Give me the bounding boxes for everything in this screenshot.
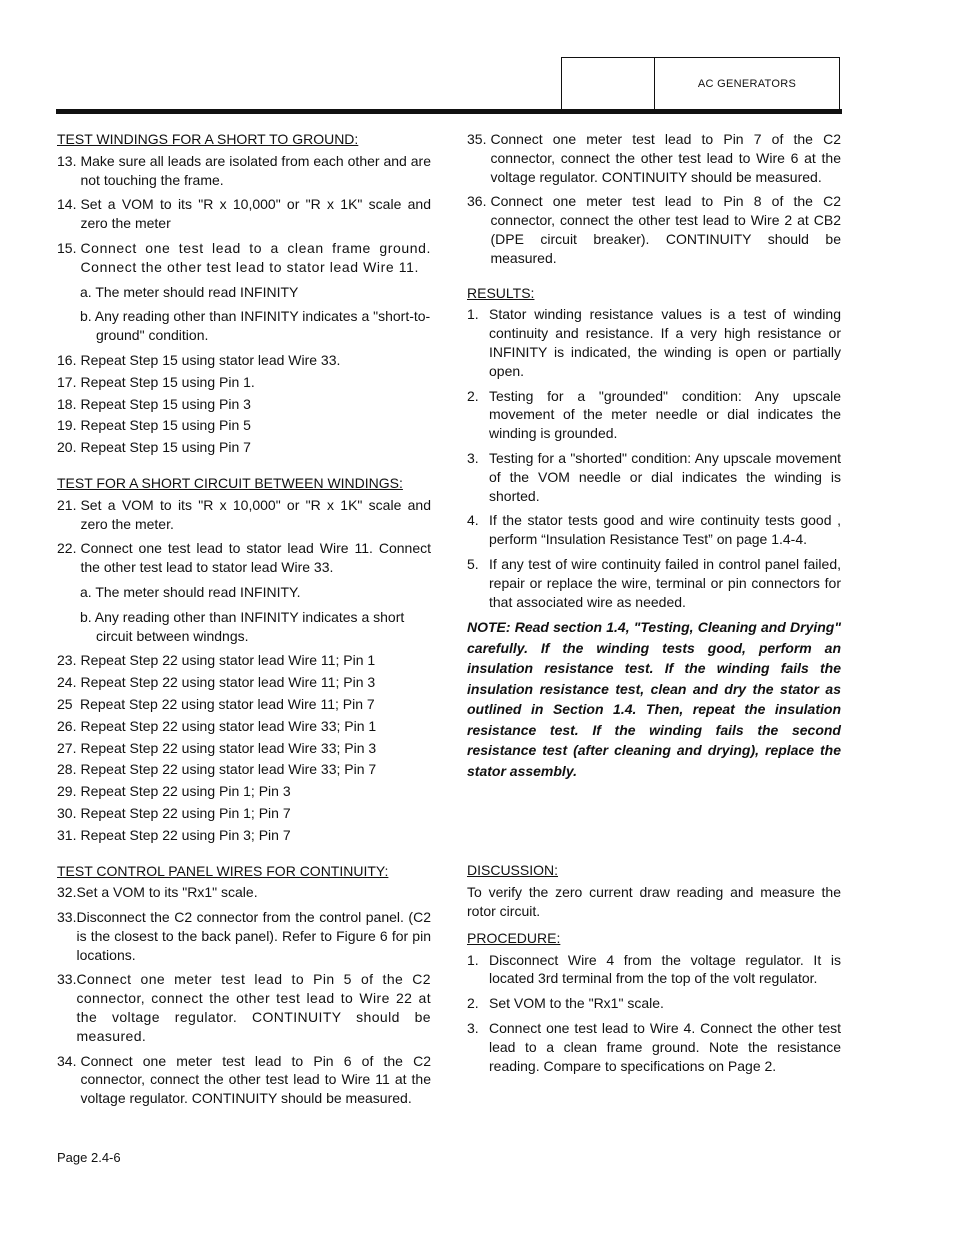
list-item xyxy=(57,395,431,414)
list-item xyxy=(467,192,841,267)
item-text: Repeat Step 15 using Pin 7 xyxy=(80,439,251,456)
item-text: Repeat Step 22 using Pin 1; Pin 3 xyxy=(80,783,291,800)
list-item xyxy=(57,970,431,1045)
item-text: Connect one meter test lead to Pin 6 of the C2 connector, connect the other test lead to Wire 11 at the voltage regulator. CONTINUITY should be measured. xyxy=(80,1052,431,1107)
list-item xyxy=(57,782,431,801)
list-item xyxy=(57,673,431,692)
list-item xyxy=(57,539,431,577)
item-number: 3. xyxy=(467,449,479,466)
item-number: 36. xyxy=(467,193,487,210)
item-text: Connect one test lead to a clean frame ground. Connect the other test lead to stator lead Wire 11. xyxy=(80,239,431,275)
page-number: Page 2.4-6 xyxy=(57,1150,121,1165)
list-item xyxy=(467,305,841,380)
list-item xyxy=(467,449,841,505)
item-text: Connect one meter test lead to Pin 8 of the C2 connector, connect the other test lead to Wire 2 at CB2 (DPE circuit breaker). CONTINUITY should be measured. xyxy=(490,193,841,266)
list-item xyxy=(57,695,431,714)
item-number: 22. xyxy=(57,540,77,557)
item-number: 35. xyxy=(467,131,487,147)
sub-item-a: a. The meter should read INFINITY xyxy=(80,283,299,300)
item-text: Repeat Step 22 using Pin 1; Pin 7 xyxy=(80,804,291,821)
list-item xyxy=(57,826,431,845)
item-text: Repeat Step 22 using stator lead Wire 33; Pin 7 xyxy=(80,761,377,778)
list-item xyxy=(57,804,431,823)
heading-control-panel-continuity: TEST CONTROL PANEL WIRES FOR CONTINUITY: xyxy=(57,862,389,879)
list-item xyxy=(57,883,431,902)
item-number: 24. xyxy=(57,674,77,691)
item-number: 34. xyxy=(57,1052,77,1069)
right-column xyxy=(467,130,841,1081)
sub-item-b xyxy=(57,608,431,646)
item-text: Connect one meter test lead to Pin 5 of the C2 connector, connect the other test lead to Wire 22 at the voltage regulator. CONTINUITY should be measured. xyxy=(76,971,431,1044)
item-text: Disconnect the C2 connector from the control panel. (C2 is the closest to the back panel). Refer to Figure 6 for pin locations. xyxy=(76,909,431,963)
heading-procedure: PROCEDURE: xyxy=(467,929,561,946)
item-number: 2. xyxy=(467,387,479,404)
item-text: Repeat Step 22 using stator lead Wire 11; Pin 3 xyxy=(80,674,376,691)
sub-item-b-text: b. Any reading other than INFINITY indicates a short circuit between windngs. xyxy=(80,608,405,644)
item-number: 21. xyxy=(57,496,77,513)
item-number: 23. xyxy=(57,652,77,669)
item-number: 5. xyxy=(467,555,479,572)
item-text: Repeat Step 22 using Pin 3; Pin 7 xyxy=(80,826,291,843)
list-item xyxy=(467,1019,841,1075)
item-number: 29. xyxy=(57,783,77,800)
item-number: 19. xyxy=(57,417,77,434)
item-number: 3. xyxy=(467,1019,479,1036)
item-text: Set a VOM to its "R x 10,000" or "R x 1K" scale and zero the meter xyxy=(80,196,431,232)
item-text: Make sure all leads are isolated from each other and are not touching the frame. xyxy=(80,152,431,188)
list-item xyxy=(57,195,431,233)
item-number: 14. xyxy=(57,196,77,213)
item-text: Set a VOM to its "Rx1" scale. xyxy=(76,884,258,901)
item-text: If the stator tests good and wire continuity tests good , perform “Insulation Resistance Test” on page 1.4-4. xyxy=(489,512,841,548)
list-item xyxy=(467,387,841,443)
item-text: Repeat Step 22 using stator lead Wire 33; Pin 3 xyxy=(80,739,377,756)
section-label: AC GENERATORS xyxy=(697,78,797,90)
item-number: 20. xyxy=(57,439,77,456)
item-text: Repeat Step 15 using stator lead Wire 33. xyxy=(80,351,341,368)
sub-item-b-text: b. Any reading other than INFINITY indicates a "short-to-ground" condition. xyxy=(80,308,431,344)
item-text: Repeat Step 15 using Pin 5 xyxy=(80,417,251,434)
item-number: 25 xyxy=(57,695,73,712)
sub-item-b xyxy=(57,307,431,345)
item-text: Set VOM to the "Rx1" scale. xyxy=(489,995,664,1012)
item-number: 15. xyxy=(57,239,77,256)
list-item xyxy=(57,496,431,534)
item-text: Connect one meter test lead to Pin 7 of the C2 connector, connect the other test lead to Wire 6 at the voltage regulator. CONTINUITY should be measured. xyxy=(490,131,841,185)
list-item xyxy=(57,651,431,670)
header-rule xyxy=(56,109,842,114)
list-item xyxy=(57,739,431,758)
heading-discussion: DISCUSSION: xyxy=(467,862,559,879)
heading-short-to-ground: TEST WINDINGS FOR A SHORT TO GROUND: xyxy=(57,131,359,147)
list-item xyxy=(467,130,841,186)
item-number: 33. xyxy=(57,971,77,988)
item-number: 27. xyxy=(57,739,77,756)
item-number: 4. xyxy=(467,512,479,529)
item-text: Connect one test lead to stator lead Wire 11. Connect the other test lead to stator lead Wire 33. xyxy=(80,540,431,576)
item-text: Stator winding resistance values is a test of winding continuity and resistance. If a very high resistance or INFINITY is indicated, the winding is open or partially open. xyxy=(489,306,841,379)
item-text: Repeat Step 15 using Pin 3 xyxy=(80,395,251,412)
list-item xyxy=(57,717,431,736)
list-item xyxy=(467,994,841,1013)
list-item xyxy=(467,511,841,549)
item-number: 33. xyxy=(57,909,77,926)
sub-item-a: a. The meter should read INFINITY. xyxy=(80,583,301,600)
item-text: Testing for a "shorted" condition: Any upscale movement of the VOM needle or dial indicates the winding is shorted. xyxy=(489,449,841,504)
list-item xyxy=(57,152,431,190)
left-column xyxy=(57,130,431,1114)
item-number: 18. xyxy=(57,395,77,412)
list-item xyxy=(57,239,431,277)
list-item xyxy=(467,951,841,989)
item-text: Disconnect Wire 4 from the voltage regulator. It is located 3rd terminal from the top of the volt regulator. xyxy=(489,951,841,987)
item-text: Repeat Step 22 using stator lead Wire 33; Pin 1 xyxy=(80,717,377,734)
list-item xyxy=(57,1052,431,1108)
header-box xyxy=(561,57,840,109)
heading-results: RESULTS: xyxy=(467,284,535,301)
item-text: If any test of wire continuity failed in control panel failed, repair or replace the wire, terminal or pin connectors for that associated wire as needed. xyxy=(489,555,841,610)
item-number: 1. xyxy=(467,306,479,323)
item-number: 30. xyxy=(57,804,77,821)
list-item xyxy=(57,351,431,370)
list-item xyxy=(57,373,431,392)
list-item xyxy=(57,438,431,457)
list-item xyxy=(467,555,841,611)
list-item xyxy=(57,760,431,779)
item-number: 16. xyxy=(57,351,77,368)
item-number: 31. xyxy=(57,826,77,843)
item-number: 1. xyxy=(467,951,479,968)
item-number: 2. xyxy=(467,995,479,1012)
item-text: Repeat Step 22 using stator lead Wire 11; Pin 1 xyxy=(80,652,376,669)
item-number: 32. xyxy=(57,884,77,901)
item-number: 28. xyxy=(57,761,77,778)
heading-short-between-windings: TEST FOR A SHORT CIRCUIT BETWEEN WINDINGS: xyxy=(57,474,403,491)
item-text: Connect one test lead to Wire 4. Connect the other test lead to a clean frame ground. Note the resistance reading. Compare to specifications on Page 2. xyxy=(489,1019,841,1074)
item-text: Repeat Step 15 using Pin 1. xyxy=(80,373,255,390)
item-text: Set a VOM to its "R x 10,000" or "R x 1K" scale and zero the meter. xyxy=(80,496,431,532)
item-text: Repeat Step 22 using stator lead Wire 11; Pin 7 xyxy=(80,695,375,712)
note-block: NOTE: Read section 1.4, "Testing, Cleaning and Drying" carefully. If the winding tests good, perform an insulation resistance test. If the winding fails the insulation resistance test, clean and dry the stator as outlined in Section 1.4. Then, repeat the insulation resistance test. If the winding fails the second resistance test (after cleaning and drying), replace the stator assembly. xyxy=(467,619,841,779)
discussion-text: To verify the zero current draw reading and measure the rotor circuit. xyxy=(467,884,841,919)
list-item xyxy=(57,416,431,435)
item-text: Testing for a "grounded" condition: Any upscale movement of the meter needle or dial indicates the winding is grounded. xyxy=(489,387,841,442)
list-item xyxy=(57,908,431,964)
item-number: 26. xyxy=(57,717,77,734)
item-number: 13. xyxy=(57,152,77,169)
item-number: 17. xyxy=(57,373,77,390)
